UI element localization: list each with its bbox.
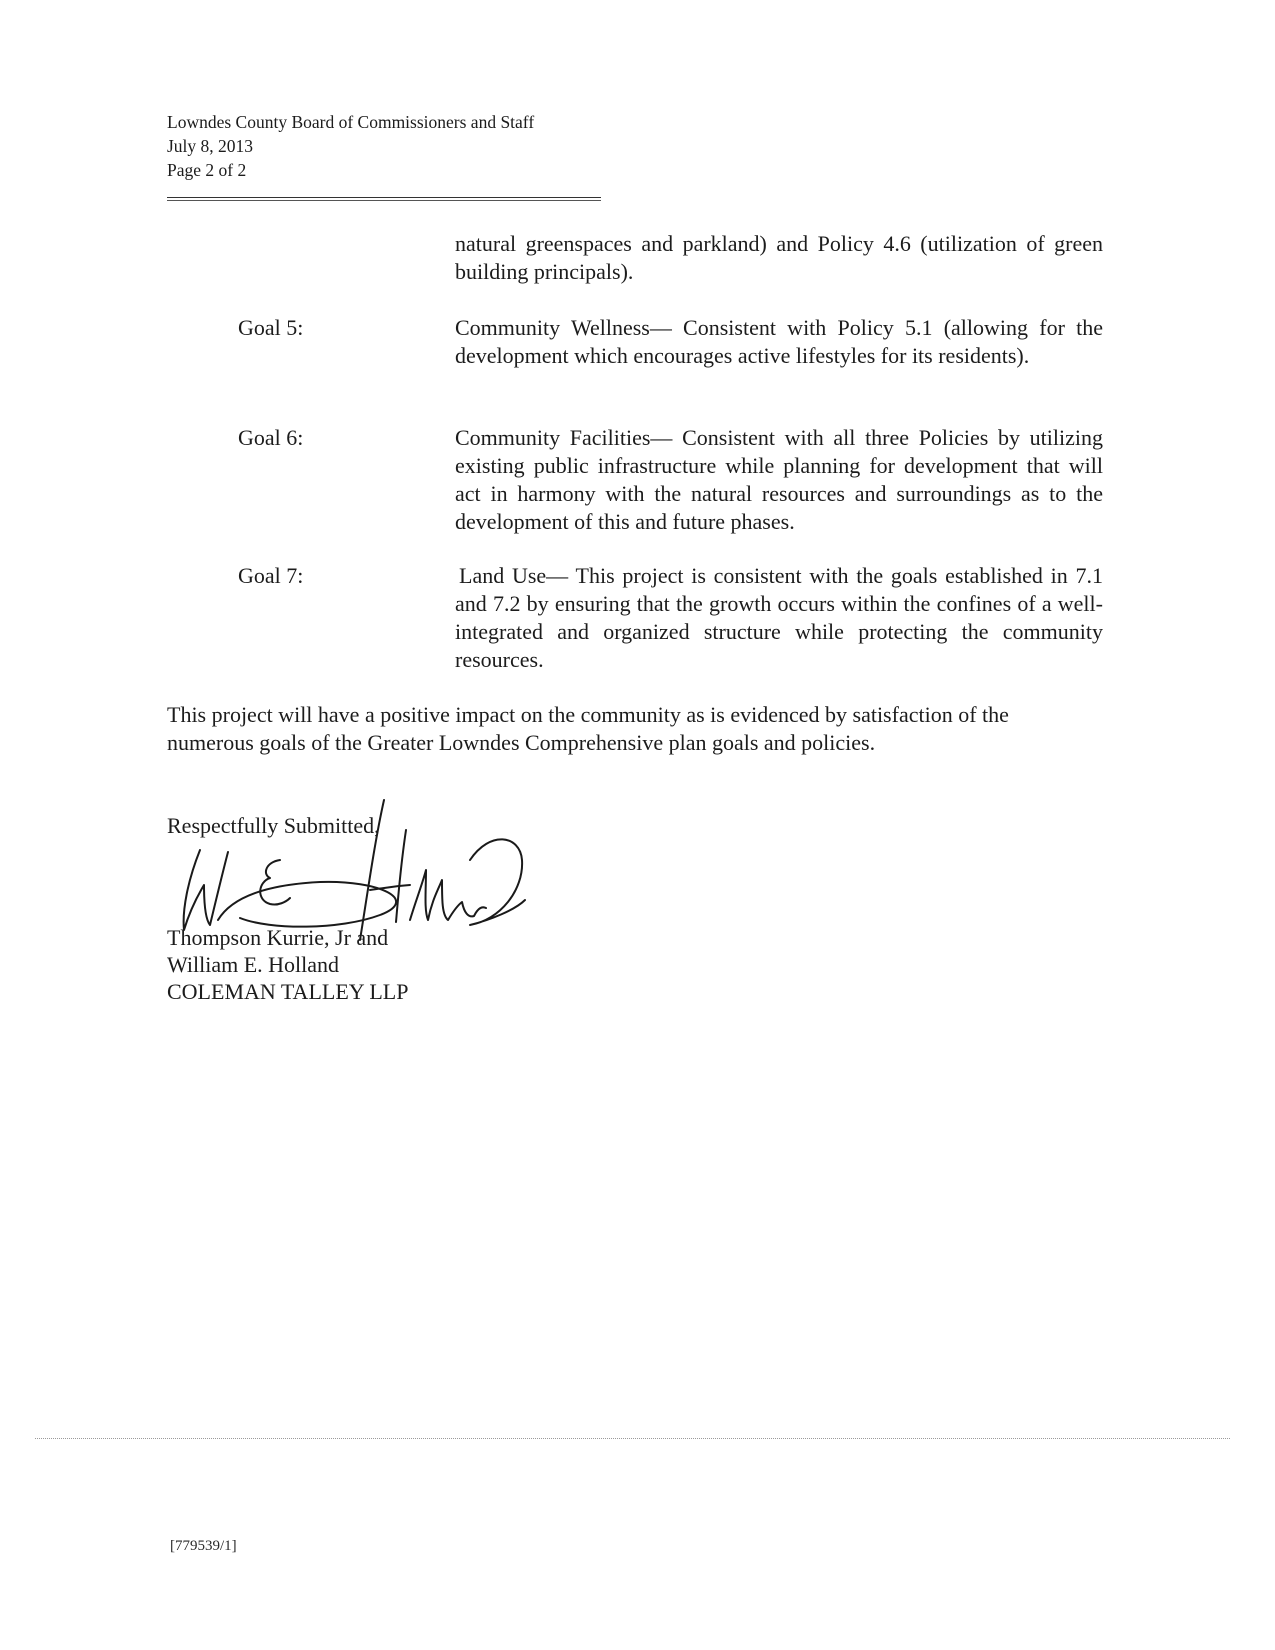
header-page-number: Page 2 of 2 (167, 160, 247, 180)
signer-names-line-1: Thompson Kurrie, Jr and (167, 925, 389, 950)
signer-names-line-2: William E. Holland (167, 952, 340, 977)
header-date: July 8, 2013 (167, 136, 254, 156)
goal-7-text: Land Use— This project is consistent with the goals established in 7.1 and 7.2 by ensuring that the growth occurs within the confines of a well-integrated and organized structure while protecting the community resources. (455, 563, 1103, 672)
letter-header (167, 110, 534, 182)
header-double-rule (167, 197, 601, 201)
goal-6-text: Community Facilities— Consistent with all three Policies by utilizing existing public infrastructure while planning for development that will act in harmony with the natural resources and surroundings as to the development of this and future phases. (455, 425, 1103, 534)
goal-6-label: Goal 6: (238, 425, 304, 450)
header-recipient: Lowndes County Board of Commissioners and Staff (167, 112, 535, 132)
continuation-paragraph: natural greenspaces and parkland) and Policy 4.6 (utilization of green building principals). (455, 231, 1103, 284)
goal-5-label: Goal 5: (238, 315, 304, 340)
conclusion-paragraph: This project will have a positive impact on the community as is evidenced by satisfaction of the numerous goals of the Greater Lowndes Comprehensive plan goals and policies. (167, 702, 1009, 755)
goal-5-text: Community Wellness— Consistent with Policy 5.1 (allowing for the development which encourages active lifestyles for its residents). (455, 315, 1103, 368)
closing-salutation: Respectfully Submitted, (167, 813, 380, 838)
scan-dotted-rule (35, 1438, 1230, 1439)
law-firm-name: COLEMAN TALLEY LLP (167, 979, 409, 1004)
document-id: [779539/1] (170, 1538, 237, 1554)
goal-7-label: Goal 7: (238, 563, 304, 588)
